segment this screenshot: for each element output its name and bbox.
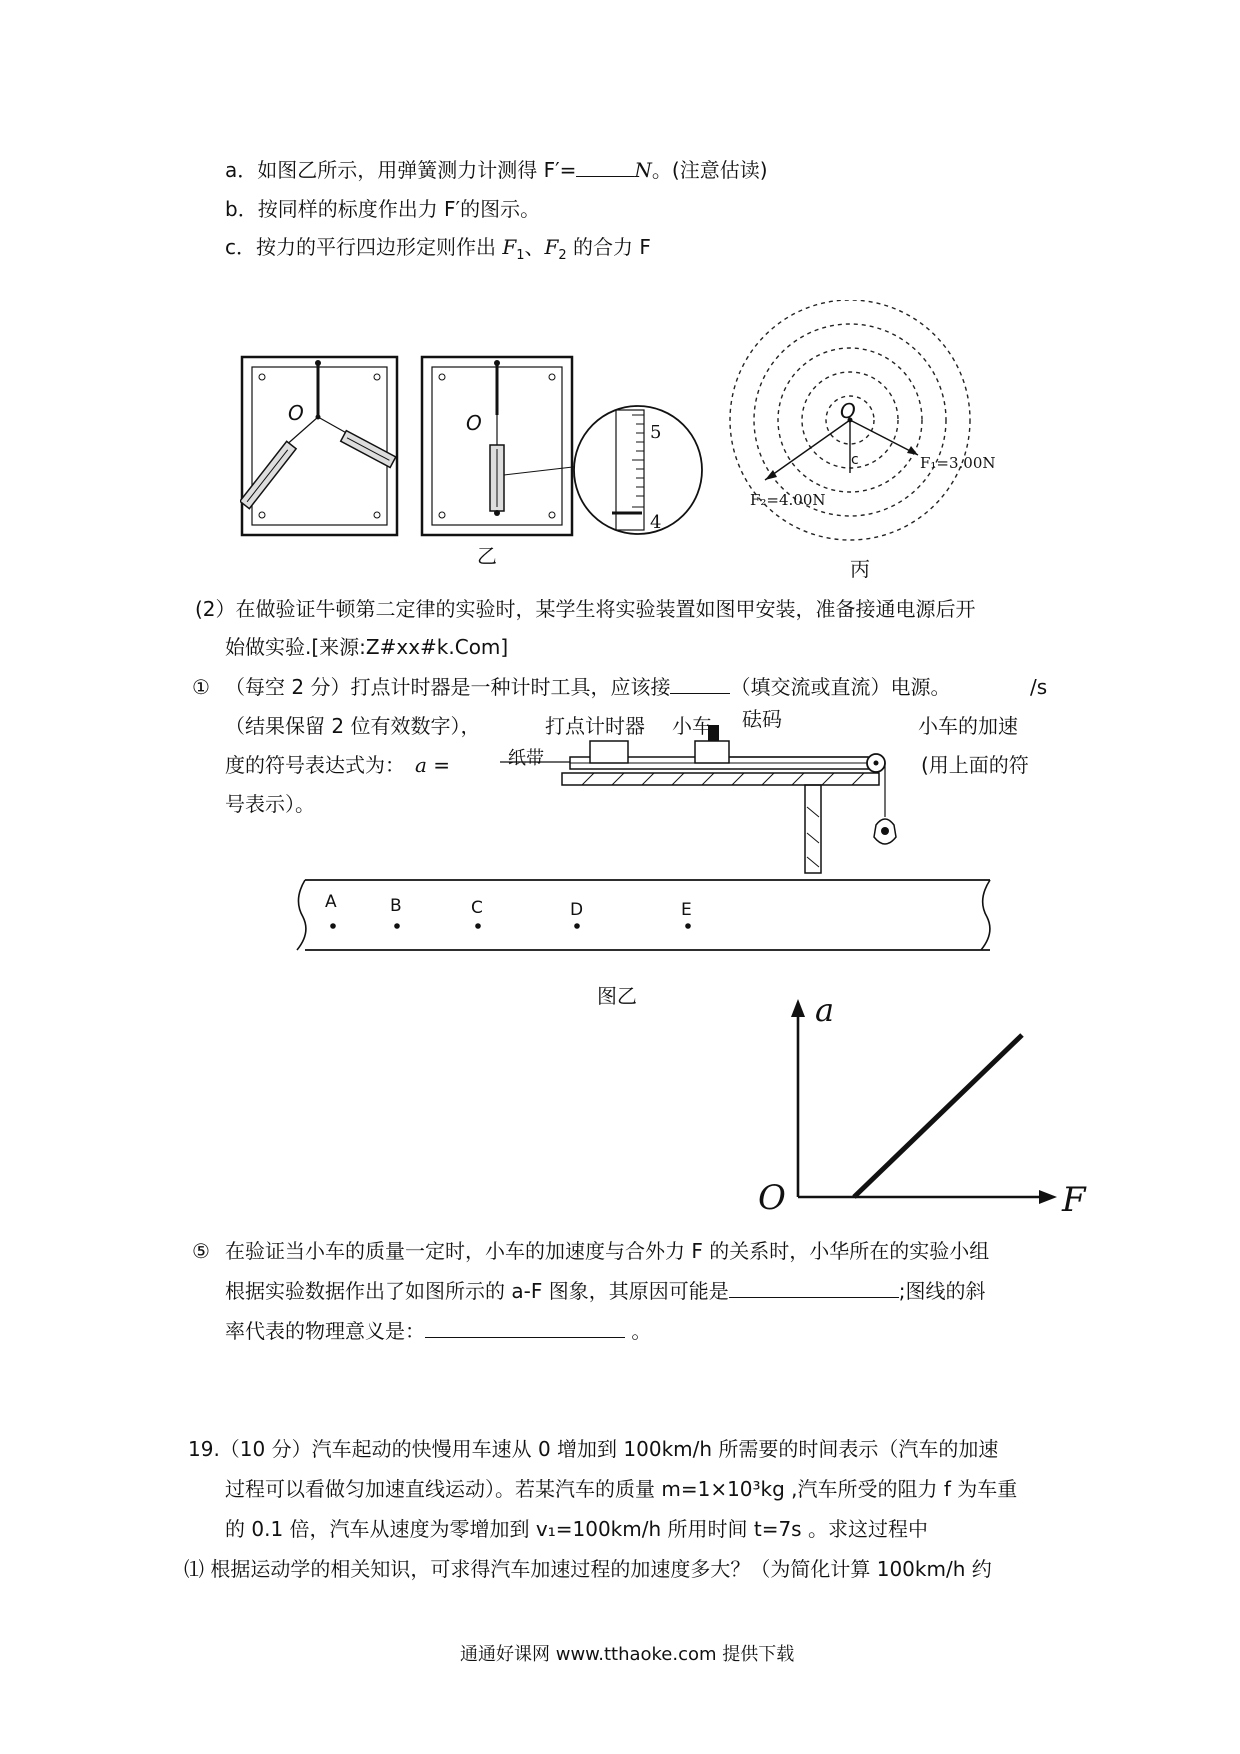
caption-bing: 丙 (850, 557, 870, 581)
q2-1-line1 (225, 672, 950, 702)
q19-line2: 过程可以看做匀加速直线运动）。若某汽车的质量 m=1×10³kg ,汽车所受的阻力 f 为车重 (225, 1477, 1018, 1501)
point-label-b: B (390, 896, 402, 916)
f1-symbol: F (502, 235, 517, 259)
footer-text: 通通好课网 www.tthaoke.com 提供下载 (460, 1644, 795, 1665)
bing-label-o: O (840, 399, 856, 423)
answer-blank[interactable] (576, 158, 634, 177)
label-tape: 纸带 (508, 748, 544, 769)
af-x-label: F (1062, 1180, 1086, 1220)
q5-line3-suffix: 。 (625, 1319, 652, 1343)
point-label-d: D (570, 900, 584, 920)
slope-meaning-blank[interactable] (425, 1319, 625, 1338)
bing-label-c: c (851, 452, 859, 468)
item-c-prefix: c．按力的平行四边形定则作出 (225, 235, 503, 259)
q19-line3: 的 0.1 倍，汽车从速度为零增加到 v₁=100km/h 所用时间 t=7s 。求这过程中 (225, 1517, 928, 1541)
item-c-suffix: 的合力 F (566, 235, 651, 259)
af-origin-label: O (758, 1178, 786, 1218)
item-b: b．按同样的标度作出力 F′的图示。 (225, 197, 541, 221)
q2-1-line4: 号表示）。 (225, 792, 315, 816)
scale-label-5: 5 (650, 422, 662, 443)
label-cart: 小车 (672, 714, 712, 738)
f1-sub: 1 (516, 248, 525, 263)
q2-1-num: ① (192, 675, 210, 699)
ac-dc-blank[interactable] (670, 675, 730, 694)
accel-symbol: a (415, 753, 427, 777)
q5-line2-prefix: 根据实验数据作出了如图所示的 a-F 图象，其原因可能是 (225, 1279, 729, 1303)
point-label-c: C (471, 898, 483, 918)
af-graph (760, 995, 1060, 1230)
scale-label-4: 4 (650, 512, 662, 533)
q5-num: ⑤ (192, 1239, 210, 1263)
point-label-e: E (681, 900, 692, 920)
q2-1-line2-left: （结果保留 2 位有效数字）， (225, 714, 481, 738)
label-weight: 砝码 (742, 707, 782, 731)
f2-sub: 2 (558, 248, 567, 263)
tape-strip (275, 875, 1005, 955)
q19-line4: ⑴ 根据运动学的相关知识，可求得汽车加速过程的加速度多大？（为简化计算 100km/h 约 (184, 1557, 992, 1581)
caption-tu-yi: 图乙 (597, 984, 637, 1008)
item-c (225, 232, 651, 271)
q2-1-line3 (225, 750, 450, 780)
item-a (225, 155, 768, 185)
af-y-label: a (815, 991, 835, 1029)
q5-line2 (225, 1276, 985, 1306)
q2-line2: 始做实验.[来源:Z#xx#k.Com] (225, 635, 509, 659)
label-timer: 打点计时器 (545, 714, 645, 738)
yi-label-o: O (466, 411, 482, 435)
f1-label: F₁=3.00N (920, 454, 996, 472)
point-label-a: A (325, 892, 337, 912)
caption-yi: 乙 (477, 544, 497, 568)
q2-1-line1-prefix: （每空 2 分）打点计时器是一种计时工具，应该接 (225, 675, 671, 699)
q2-1-line3-left: 度的符号表达式为： (225, 753, 405, 777)
figure-yi-board (420, 355, 710, 595)
q2-1-eq: = (426, 753, 451, 777)
q2-line1: (2）在做验证牛顿第二定律的实验时，某学生将实验装置如图甲安装，准备接通电源后开 (195, 597, 976, 621)
q5-line3-prefix: 率代表的物理意义是： (225, 1319, 425, 1343)
q2-1-line1-suffix: （填交流或直流）电源。 (730, 675, 951, 699)
figure-bing (715, 300, 995, 570)
figure-jia-board (240, 355, 400, 540)
item-a-suffix: 。(注意估读) (651, 158, 768, 182)
q19-line1: 19.（10 分）汽车起动的快慢用车速从 0 增加到 100km/h 所需要的时间表示（汽车的加速 (188, 1437, 999, 1461)
reason-blank[interactable] (729, 1279, 899, 1298)
q2-1-line3-right: (用上面的符 (921, 753, 1029, 777)
q5-line3 (225, 1316, 651, 1346)
f2-symbol: F (544, 235, 559, 259)
item-a-unit: N (634, 158, 652, 182)
q2-1-unit: /s (1030, 675, 1048, 699)
q5-line1: 在验证当小车的质量一定时，小车的加速度与合外力 F 的关系时，小华所在的实验小组 (225, 1239, 990, 1263)
f2-label: F₂=4.00N (750, 491, 826, 509)
q5-line2-suffix: ;图线的斜 (898, 1279, 986, 1303)
item-a-prefix: a．如图乙所示，用弹簧测力计测得 F′= (225, 158, 577, 182)
jia-label-o: O (288, 401, 304, 425)
item-c-sep: 、 (524, 235, 545, 259)
q2-1-line2-right: 小车的加速 (918, 714, 1018, 738)
